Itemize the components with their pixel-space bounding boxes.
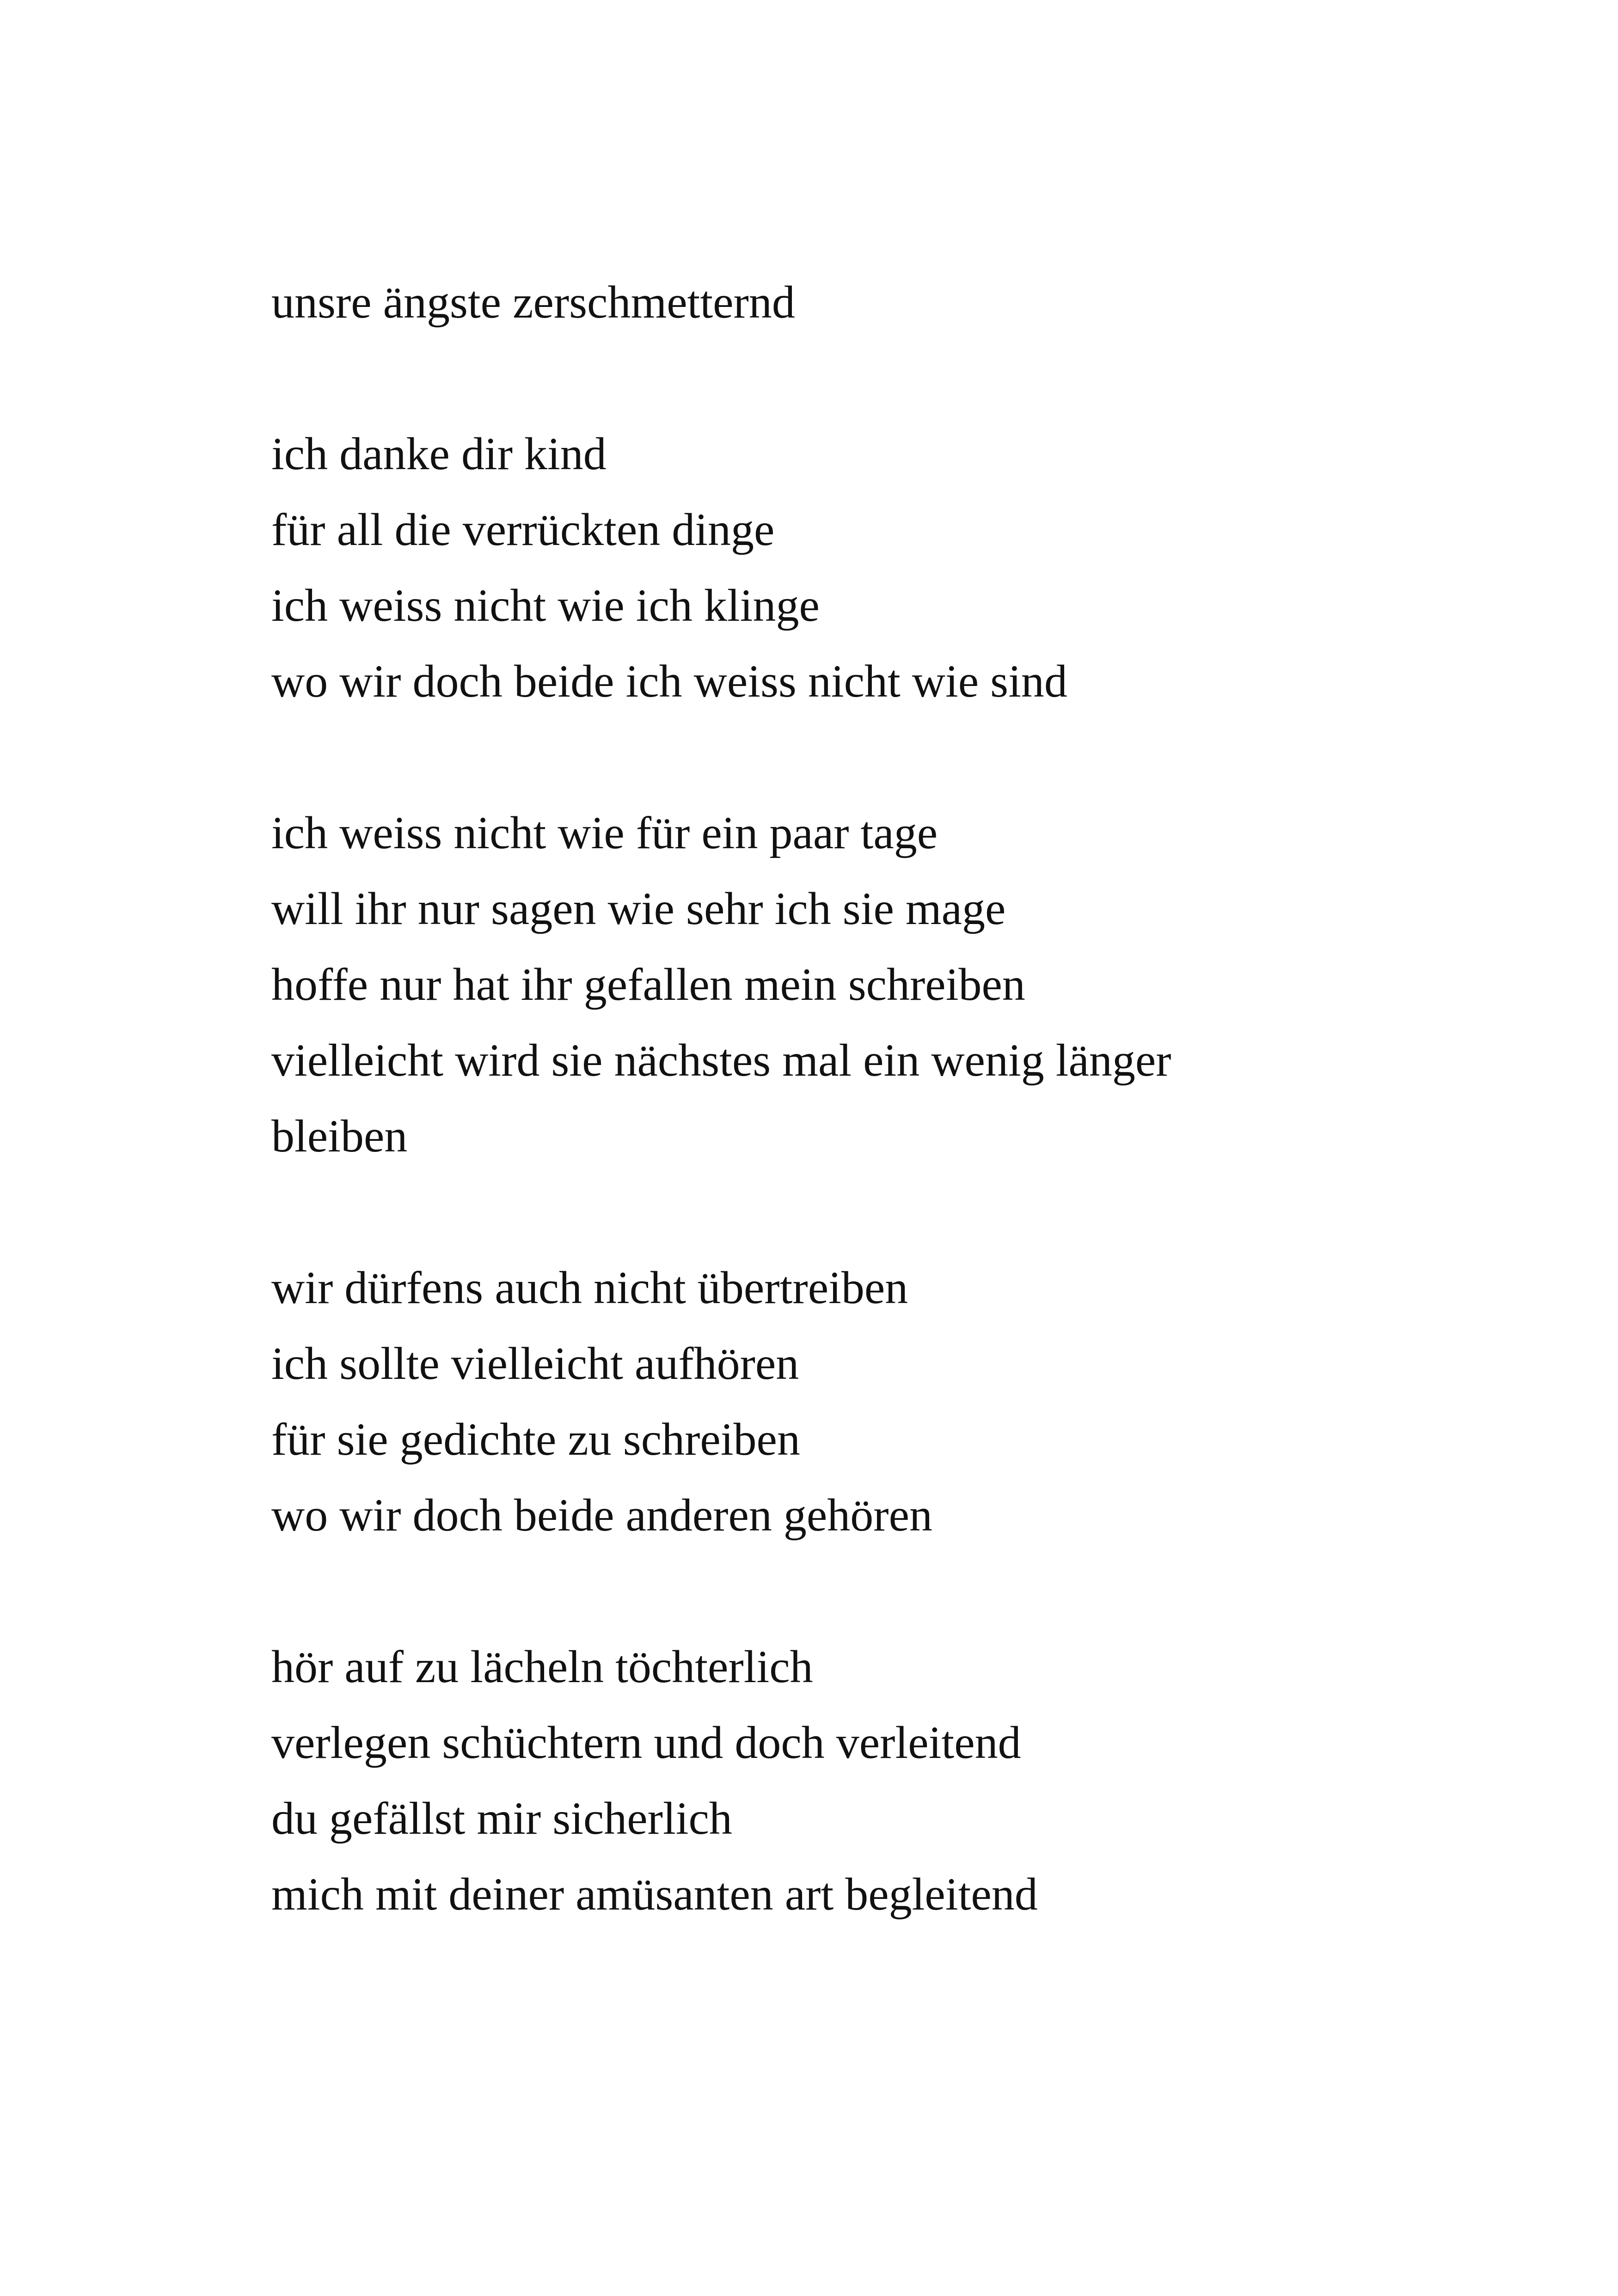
poem-line: wo wir doch beide ich weiss nicht wie sind — [271, 655, 1067, 707]
poem-line: ich weiss nicht wie ich klinge — [271, 580, 820, 631]
poem-line: unsre ängste zerschmetternd — [271, 276, 795, 328]
stanza-3 — [271, 795, 1520, 1174]
poem-line: hoffe nur hat ihr gefallen mein schreiben — [271, 959, 1025, 1010]
poem-line: wir dürfens auch nicht übertreiben — [271, 1262, 908, 1313]
poem-line: wo wir doch beide anderen gehören — [271, 1489, 932, 1541]
poem-body — [271, 264, 1520, 1932]
poem-line: mich mit deiner amüsanten art begleitend — [271, 1868, 1038, 1920]
poem-line: für all die verrückten dinge — [271, 504, 775, 555]
poem-line: vielleicht wird sie nächstes mal ein wenig länger — [271, 1035, 1171, 1086]
poem-line: du gefällst mir sicherlich — [271, 1793, 732, 1844]
poem-line: verlegen schüchtern und doch verleitend — [271, 1717, 1021, 1768]
poem-line: für sie gedichte zu schreiben — [271, 1414, 800, 1465]
poem-line: ich weiss nicht wie für ein paar tage — [271, 807, 938, 858]
stanza-1 — [271, 264, 1520, 340]
poem-line: ich danke dir kind — [271, 428, 607, 479]
stanza-4 — [271, 1250, 1520, 1553]
poem-line: will ihr nur sagen wie sehr ich sie mage — [271, 883, 1006, 934]
stanza-5 — [271, 1629, 1520, 1932]
poem-line: hör auf zu lächeln töchterlich — [271, 1641, 813, 1692]
poem-line: ich sollte vielleicht aufhören — [271, 1338, 799, 1389]
poem-line: bleiben — [271, 1110, 408, 1162]
stanza-2 — [271, 416, 1520, 719]
